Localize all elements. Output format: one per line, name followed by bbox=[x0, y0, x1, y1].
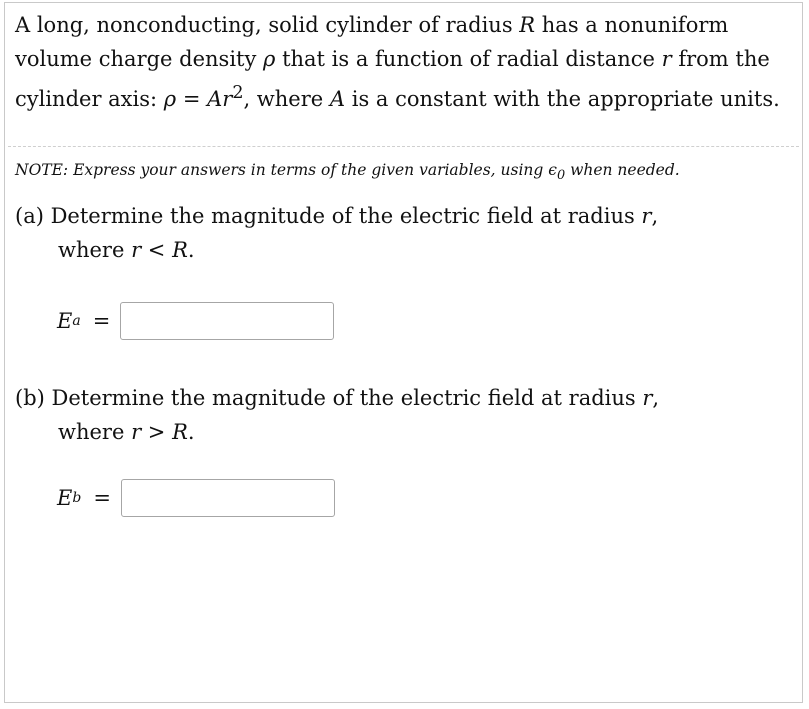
answer-input-b[interactable] bbox=[121, 479, 335, 517]
where-text: where bbox=[58, 420, 132, 444]
intro-text: A long, nonconducting, solid cylinder of radius bbox=[15, 13, 520, 37]
note-text: when needed. bbox=[565, 161, 680, 179]
condition-operator: < bbox=[141, 238, 173, 262]
var-R: R bbox=[172, 420, 188, 444]
var-E: E bbox=[57, 309, 73, 333]
var-E: E bbox=[57, 486, 73, 510]
where-text: where bbox=[58, 238, 132, 262]
intro-equals: = bbox=[176, 87, 208, 111]
part-b-label: (b) Determine the magnitude of the electric field at radius bbox=[15, 386, 643, 410]
var-A: A bbox=[329, 87, 346, 111]
var-r: r bbox=[131, 238, 142, 262]
punctuation: . bbox=[187, 238, 195, 262]
part-a-answer-row bbox=[57, 300, 334, 342]
intro-text: that is a function of radial distance bbox=[275, 47, 662, 71]
divider bbox=[8, 146, 799, 147]
intro-text: is a constant with the appropriate units. bbox=[345, 87, 780, 111]
part-b-question bbox=[15, 381, 795, 449]
punctuation: , bbox=[652, 386, 660, 410]
var-R: R bbox=[172, 238, 188, 262]
var-A: A bbox=[207, 87, 223, 111]
equals-sign: = bbox=[93, 486, 111, 510]
answer-input-a[interactable] bbox=[120, 302, 334, 340]
var-r: r bbox=[641, 204, 652, 228]
subscript-a: a bbox=[72, 313, 81, 329]
equals-sign: = bbox=[92, 309, 111, 333]
part-a-question bbox=[15, 199, 795, 267]
var-rho: ρ bbox=[263, 47, 276, 71]
var-r: r bbox=[661, 47, 672, 71]
intro-text: from the cylinder axis: bbox=[15, 47, 770, 111]
subscript-b: b bbox=[72, 490, 82, 506]
punctuation: . bbox=[187, 420, 195, 444]
var-r: r bbox=[642, 386, 653, 410]
punctuation: , bbox=[651, 204, 659, 228]
part-a-label: (a) Determine the magnitude of the electric field at radius bbox=[15, 204, 642, 228]
part-b-answer-row bbox=[57, 477, 335, 519]
intro-text: has a nonuniform volume charge density bbox=[15, 13, 729, 71]
var-r: r bbox=[222, 87, 233, 111]
condition-operator: > bbox=[141, 420, 173, 444]
var-rho: ρ bbox=[163, 87, 177, 111]
var-r: r bbox=[131, 420, 142, 444]
exponent: 2 bbox=[232, 83, 244, 103]
intro-text: , where bbox=[243, 87, 330, 111]
note-text: NOTE: Express your answers in terms of the given variables, using bbox=[15, 161, 549, 179]
epsilon-symbol: ϵ bbox=[548, 161, 557, 179]
var-R: R bbox=[519, 13, 536, 37]
note bbox=[15, 158, 795, 188]
epsilon-subscript: 0 bbox=[556, 168, 566, 184]
problem-statement bbox=[15, 8, 795, 116]
